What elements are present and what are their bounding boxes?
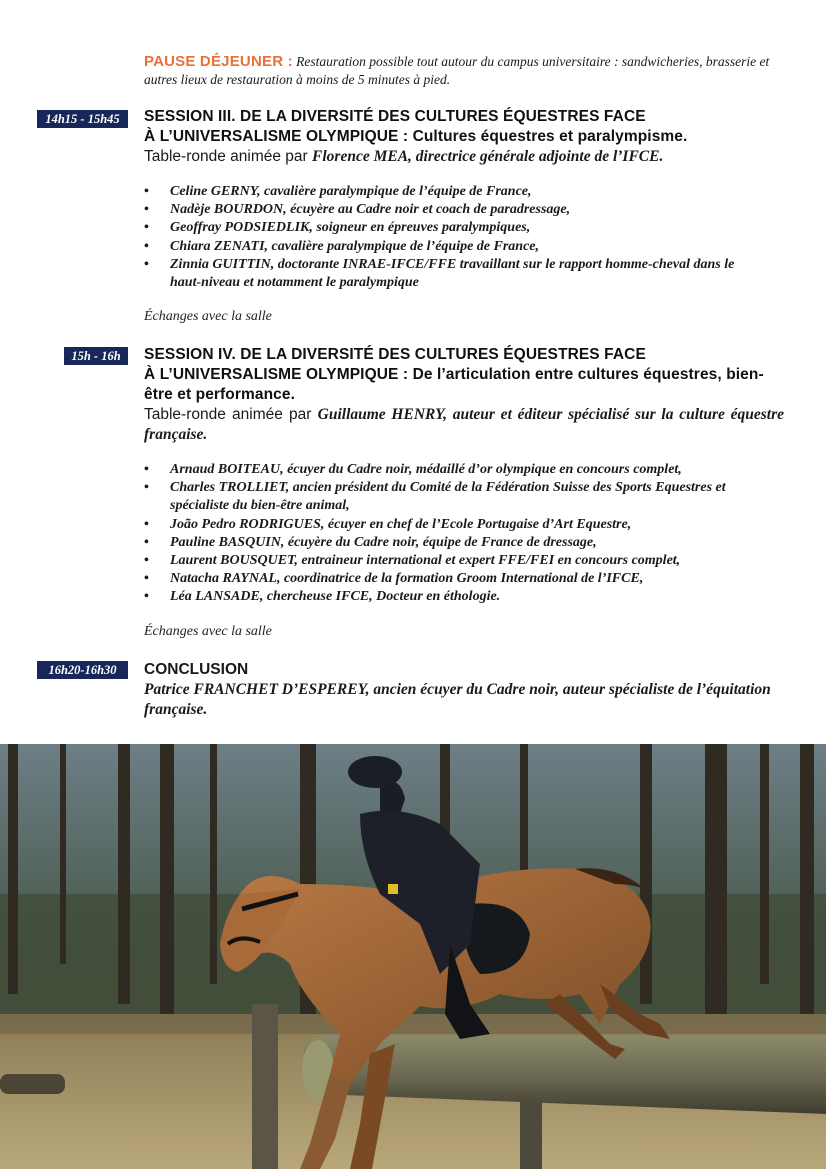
list-item: • João Pedro RODRIGUES, écuyer en chef de l’Ecole Portugaise d’Art Equestre, (144, 516, 784, 534)
session4-speaker-list (144, 461, 784, 607)
lunch-break-note (144, 53, 784, 89)
list-item: • Charles TROLLIET, ancien président du Comité de la Fédération Suisse des Sports Equestres et spécialiste du bien-être animal, (144, 479, 750, 515)
list-item: • Geoffray PODSIEDLIK, soigneur en épreuves paralympiques, (144, 219, 784, 237)
session3-subtitle: Cultures équestres et paralympisme. (412, 128, 688, 145)
session3-title-line2-strong: À L’UNIVERSALISME OLYMPIQUE : (144, 128, 409, 145)
list-item: • Pauline BASQUIN, écuyère du Cadre noir, équipe de France de dressage, (144, 534, 784, 552)
rider-jumping-log-image (0, 744, 826, 1169)
list-item: • Chiara ZENATI, cavalière paralympique de l’équipe de France, (144, 238, 784, 256)
conclusion-time-badge: 16h20-16h30 (37, 661, 128, 679)
session4-exchange: Échanges avec la salle (144, 623, 272, 639)
conclusion-block (144, 660, 784, 720)
list-item: • Léa LANSADE, chercheuse IFCE, Docteur en éthologie. (144, 588, 784, 606)
session3-exchange: Échanges avec la salle (144, 309, 272, 325)
conclusion-text: Patrice FRANCHET D’ESPEREY, ancien écuyer du Cadre noir, auteur spécialiste de l’équitation française. (144, 681, 771, 718)
session3-block (144, 107, 784, 326)
session4-title-line1: SESSION IV. DE LA DIVERSITÉ DES CULTURES ÉQUESTRES FACE (144, 346, 646, 363)
list-item: • Arnaud BOITEAU, écuyer du Cadre noir, médaillé d’or olympique en concours complet, (144, 461, 784, 479)
list-item: • Natacha RAYNAL, coordinatrice de la formation Groom International de l’IFCE, (144, 570, 784, 588)
lunch-break-label: PAUSE DÉJEUNER : (144, 53, 293, 70)
list-item: • Zinnia GUITTIN, doctorante INRAE-IFCE/FFE travaillant sur le rapport homme-cheval dans le haut-niveau et notamment le paralympique (144, 256, 750, 292)
session4-time-badge: 15h - 16h (64, 347, 128, 365)
session3-moderator-prefix: Table-ronde animée par (144, 148, 308, 165)
session3-title (144, 107, 784, 147)
list-item: • Nadèje BOURDON, écuyère au Cadre noir et coach de paradressage, (144, 201, 784, 219)
session4-subtitle: De l’articulation entre cultures équestres, bien-être et performance. (144, 366, 764, 403)
session3-speaker-list (144, 183, 784, 292)
session4-title-line2-strong: À L’UNIVERSALISME OLYMPIQUE : (144, 366, 409, 383)
session3-title-line1: SESSION III. DE LA DIVERSITÉ DES CULTURES ÉQUESTRES FACE (144, 108, 646, 125)
session4-moderator-prefix: Table-ronde animée par (144, 406, 312, 423)
list-item: • Celine GERNY, cavalière paralympique de l’équipe de France, (144, 183, 784, 201)
lunch-break-text: Restauration possible tout autour du campus universitaire : sandwicheries, brasserie et autres lieux de restauration à moins de 5 minutes à pied. (144, 54, 770, 87)
session3-moderator-name: Florence MEA, directrice générale adjointe de l’IFCE. (312, 148, 664, 165)
equestrian-photo (0, 744, 826, 1169)
session4-moderator-name: Guillaume HENRY, auteur et éditeur spécialisé sur la culture équestre française. (144, 406, 784, 443)
session4-block (144, 345, 784, 641)
conclusion-title: CONCLUSION (144, 661, 249, 678)
session3-moderator (144, 147, 784, 167)
session4-title (144, 345, 784, 405)
session3-time-badge: 14h15 - 15h45 (37, 110, 128, 128)
list-item: • Laurent BOUSQUET, entraineur international et expert FFE/FEI en concours complet, (144, 552, 784, 570)
session4-moderator (144, 405, 784, 445)
